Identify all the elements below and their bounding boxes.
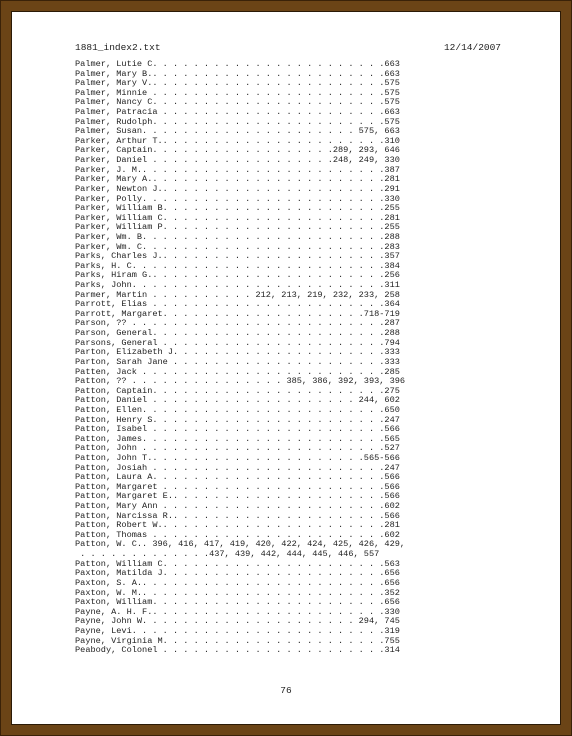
index-entry: Parker, Daniel . . . . . . . . . . . . . . . . . .248, 249, 330 (75, 156, 400, 166)
index-entry: Parker, Wm. B. . . . . . . . . . . . . . . . . . . . . . . .288 (75, 232, 400, 242)
index-entry: Parker, Polly. . . . . . . . . . . . . . . . . . . . . . . .330 (75, 194, 400, 204)
index-entry: Paxton, Matilda J. . . . . . . . . . . . . . . . . . . . . .656 (75, 569, 400, 579)
index-entry: Palmer, Minnie . . . . . . . . . . . . . . . . . . . . . . .575 (75, 88, 400, 98)
print-date: 12/14/2007 (443, 42, 501, 53)
document-page (11, 11, 561, 725)
index-entry: Parker, Newton J.. . . . . . . . . . . . . . . . . . . . . .291 (75, 184, 400, 194)
index-entry: Patton, James. . . . . . . . . . . . . . . . . . . . . . . .565 (75, 434, 400, 444)
index-entry: Parker, William C. . . . . . . . . . . . . . . . . . . . . .281 (75, 213, 400, 223)
index-entry: Patton, Laura A. . . . . . . . . . . . . . . . . . . . . . .566 (75, 473, 400, 483)
index-entry: Patton, Narcissa R.. . . . . . . . . . . . . . . . . . . . .566 (75, 511, 400, 521)
index-entry: Parton, Sarah Jane . . . . . . . . . . . . . . . . . . . . .333 (75, 357, 400, 367)
index-entry: Palmer, Mary V.. . . . . . . . . . . . . . . . . . . . . . .575 (75, 79, 400, 89)
index-entry: Palmer, Mary B.. . . . . . . . . . . . . . . . . . . . . . .663 (75, 69, 400, 79)
index-entry: Parks, Charles J.. . . . . . . . . . . . . . . . . . . . . .357 (75, 252, 400, 262)
index-entry: Palmer, Susan. . . . . . . . . . . . . . . . . . . . . 575, 663 (75, 127, 400, 137)
index-entry: Patton, John . . . . . . . . . . . . . . . . . . . . . . . .527 (75, 444, 400, 454)
index-entry: . . . . . . . . . . . . .437, 439, 442, 444, 445, 446, 557 (75, 550, 380, 560)
index-entry: Parrott, Margaret. . . . . . . . . . . . . . . . . . . .718-719 (75, 309, 400, 319)
index-entry: Parks, John. . . . . . . . . . . . . . . . . . . . . . . . .311 (75, 281, 400, 291)
index-entry: Patton, W. C.. 396, 416, 417, 419, 420, 422, 424, 425, 426, 429, (75, 540, 406, 550)
index-entry: Patton, Margaret . . . . . . . . . . . . . . . . . . . . . .566 (75, 482, 400, 492)
index-entry: Patton, Margaret E.. . . . . . . . . . . . . . . . . . . . .566 (75, 492, 400, 502)
index-entry: Palmer, Nancy C. . . . . . . . . . . . . . . . . . . . . . .575 (75, 98, 400, 108)
index-entry: Parks, H. C. . . . . . . . . . . . . . . . . . . . . . . . .384 (75, 261, 400, 271)
index-entry: Patton, Robert W.. . . . . . . . . . . . . . . . . . . . . .281 (75, 521, 400, 531)
index-entry: Parker, William P. . . . . . . . . . . . . . . . . . . . . .255 (75, 223, 400, 233)
file-name: 1881_index2.txt (75, 42, 161, 53)
index-entry: Patton, Mary Ann . . . . . . . . . . . . . . . . . . . . . .602 (75, 502, 400, 512)
index-entry: Parson, General. . . . . . . . . . . . . . . . . . . . . . .288 (75, 329, 400, 339)
index-entry: Parrott, Elias . . . . . . . . . . . . . . . . . . . . . . .364 (75, 300, 400, 310)
index-entry: Palmer, Rudolph. . . . . . . . . . . . . . . . . . . . . . .575 (75, 117, 400, 127)
index-entry: Patton, Josiah . . . . . . . . . . . . . . . . . . . . . . .247 (75, 463, 400, 473)
index-entry: Parker, Captain. . . . . . . . . . . . . . . . . .289, 293, 646 (75, 146, 400, 156)
index-entry: Parker, Mary A.. . . . . . . . . . . . . . . . . . . . . . .281 (75, 175, 400, 185)
index-entry: Palmer, Lutie C. . . . . . . . . . . . . . . . . . . . . . .663 (75, 60, 400, 69)
index-entry: Parson, ?? . . . . . . . . . . . . . . . . . . . . . . . . .287 (75, 319, 400, 329)
index-entry: Patton, ?? . . . . . . . . . . . . . . . 385, 386, 392, 393, 396 (75, 377, 406, 387)
index-entry: Parton, Elizabeth J. . . . . . . . . . . . . . . . . . . . .333 (75, 348, 400, 358)
index-entry: Parsons, General . . . . . . . . . . . . . . . . . . . . . .794 (75, 338, 400, 348)
index-entry: Parks, Hiram G.. . . . . . . . . . . . . . . . . . . . . . .256 (75, 271, 400, 281)
index-entry: Patten, Jack . . . . . . . . . . . . . . . . . . . . . . . .285 (75, 367, 400, 377)
page-number: 76 (280, 685, 292, 696)
index-entry: Paxton, William. . . . . . . . . . . . . . . . . . . . . . .656 (75, 598, 400, 608)
index-entry: Parker, J. M.. . . . . . . . . . . . . . . . . . . . . . . .387 (75, 165, 400, 175)
index-entry: Palmer, Patracia . . . . . . . . . . . . . . . . . . . . . .663 (75, 108, 400, 118)
index-entry: Peabody, Colonel . . . . . . . . . . . . . . . . . . . . . .314 (75, 646, 400, 656)
index-entry: Payne, Virginia M. . . . . . . . . . . . . . . . . . . . . .755 (75, 636, 400, 646)
index-entry: Parker, William B. . . . . . . . . . . . . . . . . . . . . .255 (75, 204, 400, 214)
index-entry: Payne, John W. . . . . . . . . . . . . . . . . . . . . 294, 745 (75, 617, 400, 627)
index-entry: Payne, A. H. F.. . . . . . . . . . . . . . . . . . . . . . .330 (75, 607, 400, 617)
index-entry: Patton, John T.. . . . . . . . . . . . . . . . . . . . .565-566 (75, 453, 400, 463)
index-entry: Paxton, S. A.. . . . . . . . . . . . . . . . . . . . . . . .656 (75, 578, 400, 588)
index-entry: Patton, Thomas . . . . . . . . . . . . . . . . . . . . . . .602 (75, 530, 400, 540)
index-entry: Patton, Captain. . . . . . . . . . . . . . . . . . . . . . .275 (75, 386, 400, 396)
index-entry: Payne, Levi. . . . . . . . . . . . . . . . . . . . . . . . .319 (75, 626, 400, 636)
index-entry: Patton, Daniel . . . . . . . . . . . . . . . . . . . . 244, 602 (75, 396, 400, 406)
index-entry: Parker, Arthur T.. . . . . . . . . . . . . . . . . . . . . .310 (75, 136, 400, 146)
index-entry: Patton, Henry S. . . . . . . . . . . . . . . . . . . . . . .247 (75, 415, 400, 425)
index-entry: Parmer, Martin . . . . . . . . . . 212, 213, 219, 232, 233, 258 (75, 290, 400, 300)
index-entry: Paxton, W. M.. . . . . . . . . . . . . . . . . . . . . . . .352 (75, 588, 400, 598)
index-entry: Parker, Wm. C. . . . . . . . . . . . . . . . . . . . . . . .283 (75, 242, 400, 252)
index-entry: Patton, Isabel . . . . . . . . . . . . . . . . . . . . . . .566 (75, 425, 400, 435)
index-entry-list (75, 60, 431, 656)
index-entry: Patton, Ellen. . . . . . . . . . . . . . . . . . . . . . . .650 (75, 405, 400, 415)
index-entry: Patton, William C. . . . . . . . . . . . . . . . . . . . . .563 (75, 559, 400, 569)
